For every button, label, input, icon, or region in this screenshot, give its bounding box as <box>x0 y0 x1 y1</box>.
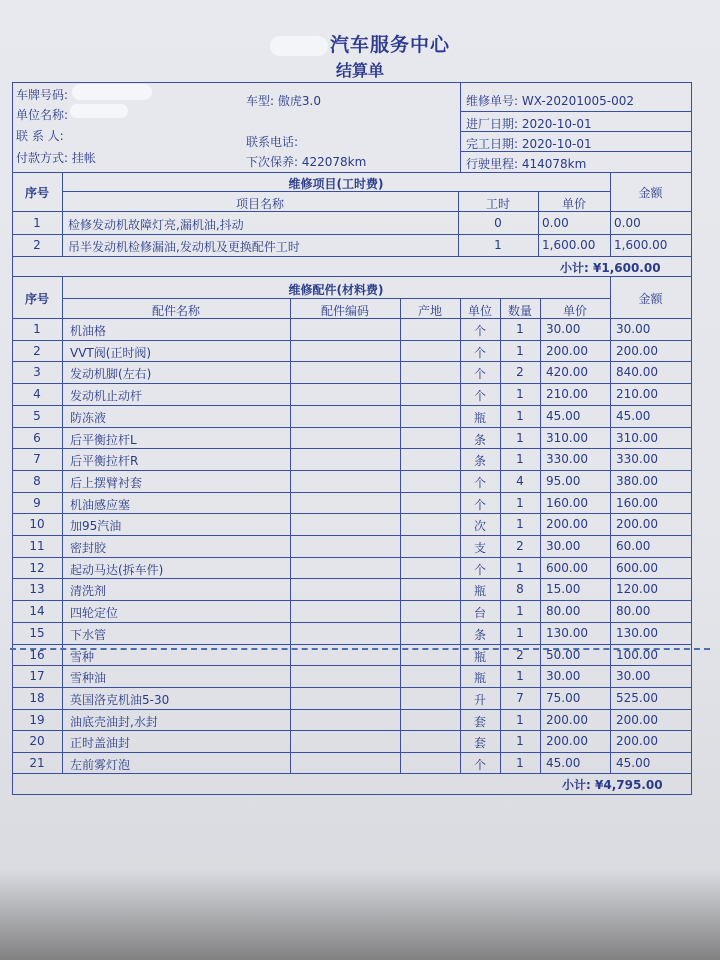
labor-name-header: 项目名称 <box>235 197 284 211</box>
parts-row-unit-price: 95.00 <box>546 474 581 488</box>
parts-origin-header: 产地 <box>417 304 442 318</box>
parts-row-name: 机油格 <box>70 324 107 338</box>
parts-row-seq: 16 <box>29 648 45 662</box>
parts-row-qty: 1 <box>516 452 524 466</box>
parts-row-seq: 4 <box>33 387 41 401</box>
parts-amount-header: 金额 <box>638 292 663 306</box>
parts-row-unit: 个 <box>473 498 486 512</box>
parts-row-name: 密封胶 <box>70 541 107 555</box>
unit-label: 单位名称: <box>16 108 69 122</box>
parts-row-amount: 200.00 <box>616 344 658 358</box>
parts-row-unit: 个 <box>473 389 486 403</box>
parts-row-amount: 60.00 <box>616 539 651 553</box>
parts-section-title: 维修配件(材料费) <box>288 283 384 297</box>
parts-row-seq: 20 <box>29 734 45 748</box>
labor-row-amount: 1,600.00 <box>614 238 668 252</box>
parts-row-unit-price: 45.00 <box>546 409 581 423</box>
parts-name-header: 配件名称 <box>151 304 200 318</box>
labor-price-header: 单价 <box>561 197 586 211</box>
parts-row-unit: 个 <box>473 367 486 381</box>
labor-amount-header: 金额 <box>638 186 663 200</box>
parts-row-unit-price: 160.00 <box>546 496 588 510</box>
parts-row-qty: 2 <box>516 365 524 379</box>
parts-row-name: 后平衡拉杆L <box>70 433 137 447</box>
parts-price-header: 单价 <box>562 304 587 318</box>
next-service-field: 下次保养: 422078km <box>246 155 367 169</box>
parts-row-unit-price: 310.00 <box>546 431 588 445</box>
parts-row-qty: 1 <box>516 496 524 510</box>
labor-section-title: 维修项目(工时费) <box>288 177 384 191</box>
parts-row-qty: 2 <box>516 539 524 553</box>
parts-row-seq: 14 <box>29 604 45 618</box>
parts-row-name: 英国洛克机油5-30 <box>70 693 170 707</box>
parts-row-seq: 8 <box>33 474 41 488</box>
parts-row-name: 后平衡拉杆R <box>70 454 139 468</box>
parts-unit-header: 单位 <box>467 304 492 318</box>
fold-crease <box>10 648 710 650</box>
parts-row-unit-price: 80.00 <box>546 604 581 618</box>
parts-row-unit: 瓶 <box>473 584 486 598</box>
parts-row-seq: 7 <box>33 452 41 466</box>
parts-row-amount: 200.00 <box>616 517 658 531</box>
parts-row-unit: 次 <box>473 519 486 533</box>
parts-row-name: 油底壳油封,水封 <box>70 715 158 729</box>
parts-row-name: 防冻液 <box>70 411 107 425</box>
parts-row-seq: 15 <box>29 626 45 640</box>
document-title: 结算单 <box>335 61 384 80</box>
parts-row-unit-price: 330.00 <box>546 452 588 466</box>
parts-row-unit-price: 75.00 <box>546 691 581 705</box>
parts-row-unit-price: 130.00 <box>546 626 588 640</box>
parts-row-seq: 1 <box>33 322 41 336</box>
parts-row-amount: 45.00 <box>616 409 651 423</box>
parts-row-amount: 100.00 <box>616 648 658 662</box>
parts-row-amount: 310.00 <box>616 431 658 445</box>
payment-label: 付款方式: 挂帐 <box>16 151 96 165</box>
parts-row-unit-price: 200.00 <box>546 713 588 727</box>
labor-seq-header: 序号 <box>24 186 49 200</box>
parts-row-unit-price: 420.00 <box>546 365 588 379</box>
parts-row-unit: 条 <box>473 628 486 642</box>
parts-row-qty: 2 <box>516 648 524 662</box>
parts-row-name: 发动机止动杆 <box>70 389 143 403</box>
parts-row-unit: 台 <box>473 606 486 620</box>
parts-row-amount: 30.00 <box>616 322 651 336</box>
parts-row-qty: 1 <box>516 713 524 727</box>
parts-row-qty: 7 <box>516 691 524 705</box>
parts-row-qty: 1 <box>516 561 524 575</box>
mileage-field: 行驶里程: 414078km <box>466 157 587 171</box>
parts-row-name: 左前雾灯泡 <box>70 758 131 772</box>
parts-row-amount: 840.00 <box>616 365 658 379</box>
labor-row-seq: 2 <box>33 238 41 252</box>
parts-row-unit: 个 <box>473 476 486 490</box>
labor-row-price: 0.00 <box>542 216 569 230</box>
in-date-field: 进厂日期: 2020-10-01 <box>466 117 592 131</box>
plate-label: 车牌号码: <box>16 88 69 102</box>
parts-row-qty: 1 <box>516 734 524 748</box>
parts-row-seq: 17 <box>29 669 45 683</box>
parts-row-name: 发动机脚(左右) <box>70 367 152 381</box>
parts-row-unit: 套 <box>473 736 486 750</box>
parts-row-unit-price: 30.00 <box>546 322 581 336</box>
parts-row-name: 雪种 <box>70 650 95 664</box>
parts-row-qty: 8 <box>516 582 524 596</box>
parts-row-amount: 200.00 <box>616 734 658 748</box>
parts-row-amount: 45.00 <box>616 756 651 770</box>
parts-row-unit: 个 <box>473 346 486 360</box>
parts-row-qty: 1 <box>516 669 524 683</box>
plate-redacted <box>72 84 152 100</box>
parts-row-amount: 130.00 <box>616 626 658 640</box>
parts-row-amount: 120.00 <box>616 582 658 596</box>
parts-row-seq: 6 <box>33 431 41 445</box>
parts-row-amount: 525.00 <box>616 691 658 705</box>
parts-row-seq: 18 <box>29 691 45 705</box>
parts-row-unit: 支 <box>473 541 486 555</box>
parts-row-name: 正时盖油封 <box>70 736 131 750</box>
parts-row-seq: 10 <box>29 517 45 531</box>
parts-row-name: 下水管 <box>70 628 107 642</box>
photo-shadow <box>0 870 720 960</box>
parts-row-qty: 1 <box>516 344 524 358</box>
labor-row-hours: 0 <box>494 216 502 230</box>
parts-row-unit-price: 600.00 <box>546 561 588 575</box>
parts-row-qty: 1 <box>516 387 524 401</box>
parts-row-seq: 21 <box>29 756 45 770</box>
phone-label: 联系电话: <box>246 135 299 149</box>
parts-row-seq: 2 <box>33 344 41 358</box>
parts-row-unit: 条 <box>473 433 486 447</box>
parts-row-seq: 9 <box>33 496 41 510</box>
parts-row-amount: 600.00 <box>616 561 658 575</box>
parts-code-header: 配件编码 <box>320 304 369 318</box>
parts-row-unit: 套 <box>473 715 486 729</box>
parts-row-qty: 1 <box>516 431 524 445</box>
parts-row-qty: 1 <box>516 626 524 640</box>
parts-row-name: VVT阀(正时阀) <box>70 346 152 360</box>
parts-row-unit-price: 45.00 <box>546 756 581 770</box>
labor-row-name: 检修发动机故障灯亮,漏机油,抖动 <box>68 218 244 232</box>
order-no-field: 维修单号: WX-20201005-002 <box>466 94 635 108</box>
parts-row-unit-price: 200.00 <box>546 344 588 358</box>
parts-row-unit: 个 <box>473 324 486 338</box>
parts-qty-header: 数量 <box>507 304 532 318</box>
parts-row-seq: 13 <box>29 582 45 596</box>
parts-row-amount: 30.00 <box>616 669 651 683</box>
labor-row-price: 1,600.00 <box>542 238 596 252</box>
company-name: 汽车服务中心 <box>0 30 720 57</box>
parts-row-unit: 瓶 <box>473 671 486 685</box>
parts-row-amount: 380.00 <box>616 474 658 488</box>
parts-row-qty: 1 <box>516 409 524 423</box>
labor-row-name: 吊半发动机检修漏油,发动机及更换配件工时 <box>68 240 300 254</box>
parts-row-amount: 330.00 <box>616 452 658 466</box>
parts-row-amount: 210.00 <box>616 387 658 401</box>
parts-row-unit-price: 15.00 <box>546 582 581 596</box>
parts-row-qty: 1 <box>516 756 524 770</box>
parts-row-unit-price: 30.00 <box>546 539 581 553</box>
parts-row-unit-price: 210.00 <box>546 387 588 401</box>
model-field: 车型: 傲虎3.0 <box>246 94 321 108</box>
parts-row-name: 起动马达(拆车件) <box>70 563 164 577</box>
unit-redacted <box>70 104 128 118</box>
parts-row-unit: 个 <box>473 563 486 577</box>
contact-label: 联 系 人: <box>16 129 64 143</box>
parts-row-seq: 11 <box>29 539 45 553</box>
parts-row-unit: 个 <box>473 758 486 772</box>
labor-row-amount: 0.00 <box>614 216 641 230</box>
parts-row-name: 清洗剂 <box>70 584 107 598</box>
parts-row-unit-price: 200.00 <box>546 734 588 748</box>
parts-row-qty: 1 <box>516 517 524 531</box>
parts-row-qty: 4 <box>516 474 524 488</box>
parts-row-qty: 1 <box>516 322 524 336</box>
parts-row-seq: 19 <box>29 713 45 727</box>
parts-row-unit: 瓶 <box>473 650 486 664</box>
labor-subtotal: 小计: ¥1,600.00 <box>560 261 661 275</box>
parts-row-seq: 12 <box>29 561 45 575</box>
labor-row-seq: 1 <box>33 216 41 230</box>
parts-row-seq: 5 <box>33 409 41 423</box>
parts-row-amount: 160.00 <box>616 496 658 510</box>
parts-row-seq: 3 <box>33 365 41 379</box>
redaction-mark <box>270 36 328 56</box>
parts-row-name: 后上摆臂衬套 <box>70 476 143 490</box>
parts-row-name: 机油感应塞 <box>70 498 131 512</box>
parts-row-amount: 80.00 <box>616 604 651 618</box>
parts-row-unit-price: 50.00 <box>546 648 581 662</box>
parts-row-unit: 升 <box>473 693 486 707</box>
labor-row-hours: 1 <box>494 238 502 252</box>
parts-row-unit: 条 <box>473 454 486 468</box>
parts-row-amount: 200.00 <box>616 713 658 727</box>
parts-row-name: 加95汽油 <box>70 519 122 533</box>
parts-row-unit-price: 30.00 <box>546 669 581 683</box>
parts-row-unit: 瓶 <box>473 411 486 425</box>
parts-row-name: 雪种油 <box>70 671 107 685</box>
parts-seq-header: 序号 <box>24 292 49 306</box>
parts-subtotal: 小计: ¥4,795.00 <box>562 778 663 792</box>
parts-row-name: 四轮定位 <box>70 606 119 620</box>
parts-row-qty: 1 <box>516 604 524 618</box>
labor-hours-header: 工时 <box>485 197 510 211</box>
parts-row-unit-price: 200.00 <box>546 517 588 531</box>
out-date-field: 完工日期: 2020-10-01 <box>466 137 592 151</box>
